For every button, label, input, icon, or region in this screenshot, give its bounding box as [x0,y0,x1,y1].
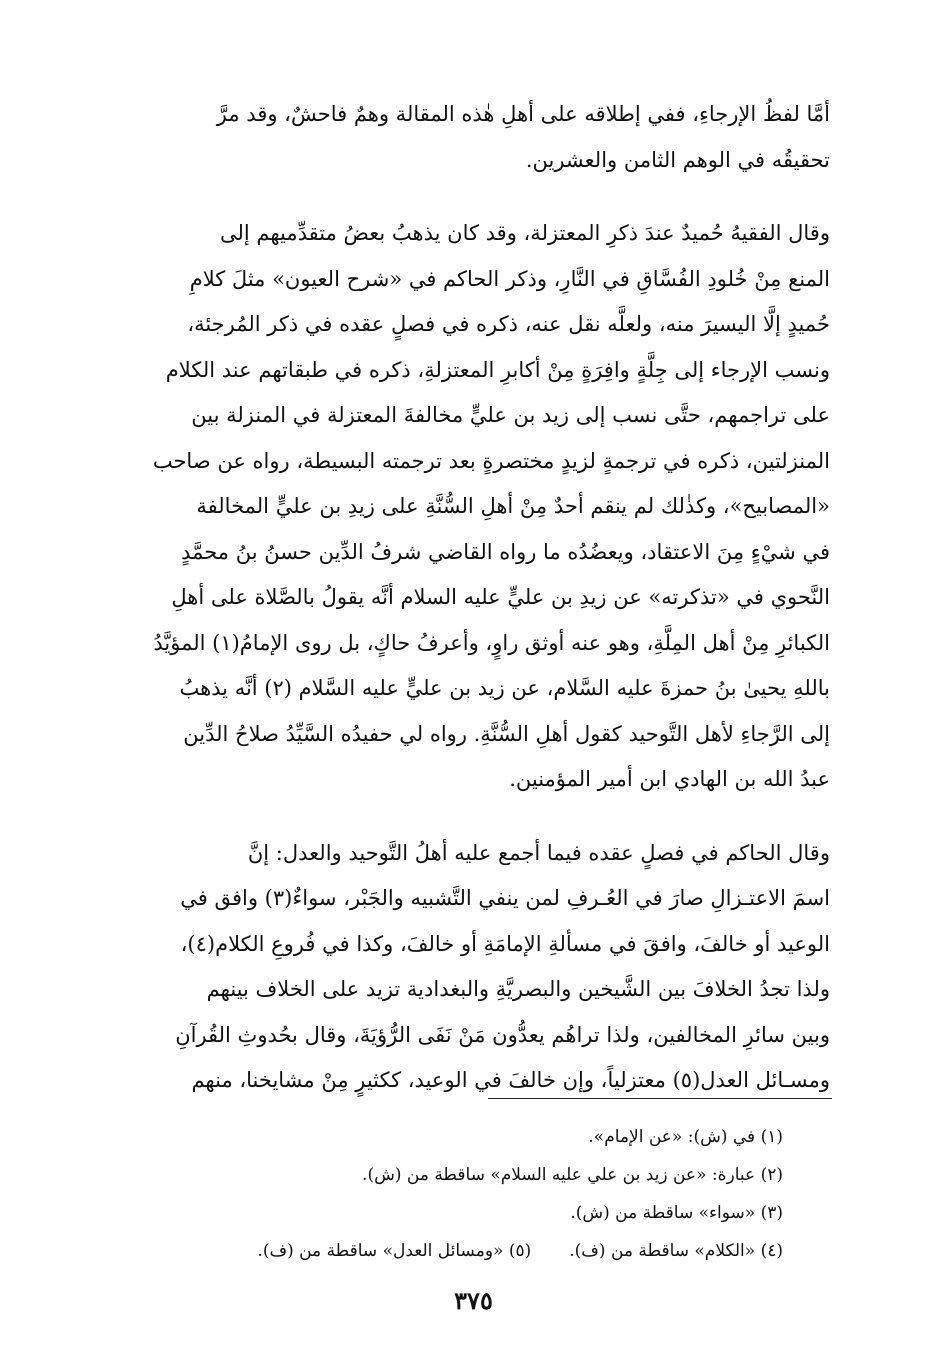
text-line: على تراجمهم، حتَّى نسب إلى زيد بن عليٍّ مخالفةَ المعتزلة في المنزلة بين [191,403,830,427]
text-line: تحقيقُه في الوهم الثامن والعشرين. [525,147,830,172]
text-line: ولذا تجدُ الخلافَ بين الشَّيخين والبصريَّةِ والبغدادية تزيد على الخلاف بينهم [206,977,830,1001]
paragraph [118,211,830,803]
text-line: وقال الحاكم في فصلٍ عقده فيما أجمع عليه أهلُ التَّوحيد والعدل: إنَّ [247,840,830,865]
text-line: المنزلتين، ذكره في ترجمةٍ لزيدٍ مختصرةٍ بعد ترجمته البسيطة، رواه عن صاحب [152,448,830,473]
main-text [118,92,830,1104]
footnote-divider [488,1098,832,1099]
text-line: باللهِ يحيىٰ بنُ حمزةَ عليه السَّلام، عن زيد بن عليٍّ عليه السَّلام (٢) أنَّه يذهبُ [179,676,830,700]
text-line: عبدُ الله بن الهادي ابن أمير المؤمنين. [509,767,830,791]
text-line: «المصابيح»، وكذٰلك لم ينقم أحدٌ مِنْ أهلِ السُّنَّةِ على زيدِ بن عليٍّ المخالفة [196,494,830,518]
footnote-pair [188,1232,783,1270]
text-line: الوعيد أو خالفَ، وافقَ في مسألةِ الإمامَةِ أو خالفَ، وكذا في فُروعِ الكلام(٤)، [180,931,830,956]
paragraph [118,831,830,1104]
text-line: حُميدٍ إلَّا اليسيرَ منه، ولعلَّه نقل عنه، ذكره في فصلٍ عقده في ذكر المُرجئة، [187,312,830,336]
footnote: (٤) «الكلام» ساقطة من (ف). [569,1241,783,1261]
paragraph [118,92,830,183]
text-line: وقال الفقيهُ حُميدٌ عندَ ذكرِ المعتزلة، وقد كان يذهبُ بعضُ متقدِّميهم إلى [219,221,830,245]
page-number: ٣٧٥ [454,1286,493,1315]
footnote: (٣) «سواء» ساقطة من (ش). [570,1203,783,1223]
text-line: اسمَ الاعتـزالِ صارَ في العُـرفِ لمن ينفي التَّشبيه والجَبْر، سواءٌ(٣) وافق في [180,886,830,910]
text-line: في شيْءٍ مِنَ الاعتقاد، ويعضُدُه ما رواه القاضي شرفُ الدِّين حسنُ بنُ محمَّدٍ [181,539,830,564]
footnote: (٢) عبارة: «عن زيد بن علي عليه السلام» ساقطة من (ش). [362,1165,783,1185]
text-line: الكبائرِ مِنْ أهل المِلَّةِ، وهو عنه أوثق راوٍ، وأعرفُ حاكٍ، بل روى الإمامُ(١) المؤيَّدُ [153,630,830,655]
text-line: وبين سائرِ المخالفين، ولذا تراهُم يعدُّون مَنْ نَفَى الرُّؤيَةَ، وقال بحُدوثِ القُرآنِ [175,1022,830,1047]
footnotes [188,1118,783,1270]
text-line: ومسـائل العدل(٥) معتزلياً، وإن خالفَ في الوعيد، ككثيرٍ مِنْ مشايخنا، منهم [191,1068,830,1092]
footnote: (١) في (ش): «عن الإمام». [588,1127,783,1147]
text-line: إلى الرَّجاءِ لأهل التَّوحيد كقول أهلِ السُّنَّةِ. رواه لي حفيدُه السَّيِّدُ صلاحُ الدِّين [183,721,830,746]
text-line: المنع مِنْ خُلودِ الفُسَّاقِ في النَّارِ، وذكر الحاكم في «شرح العيون» مثلَ كلامِ [189,266,830,291]
text-line: النَّحوي في «تذكرته» عن زيدِ بن عليٍّ عليه السلام أنَّه يقولُ بالصَّلاة على أهلِ [171,585,830,609]
text-line: ونسب الإرجاء إلى جِلَّةٍ وافِرَةٍ مِنْ أكابرِ المعتزلةِ، ذكره في طبقاتهم عند الكلام [165,357,830,382]
footnote: (٥) «ومسائل العدل» ساقطة من (ف). [257,1241,532,1261]
text-line: أمَّا لفظُ الإرجاءِ، ففي إطلاقه على أهلِ هٰذه المقالة وهمٌ فاحشٌ، وقد مرَّ [216,102,830,126]
